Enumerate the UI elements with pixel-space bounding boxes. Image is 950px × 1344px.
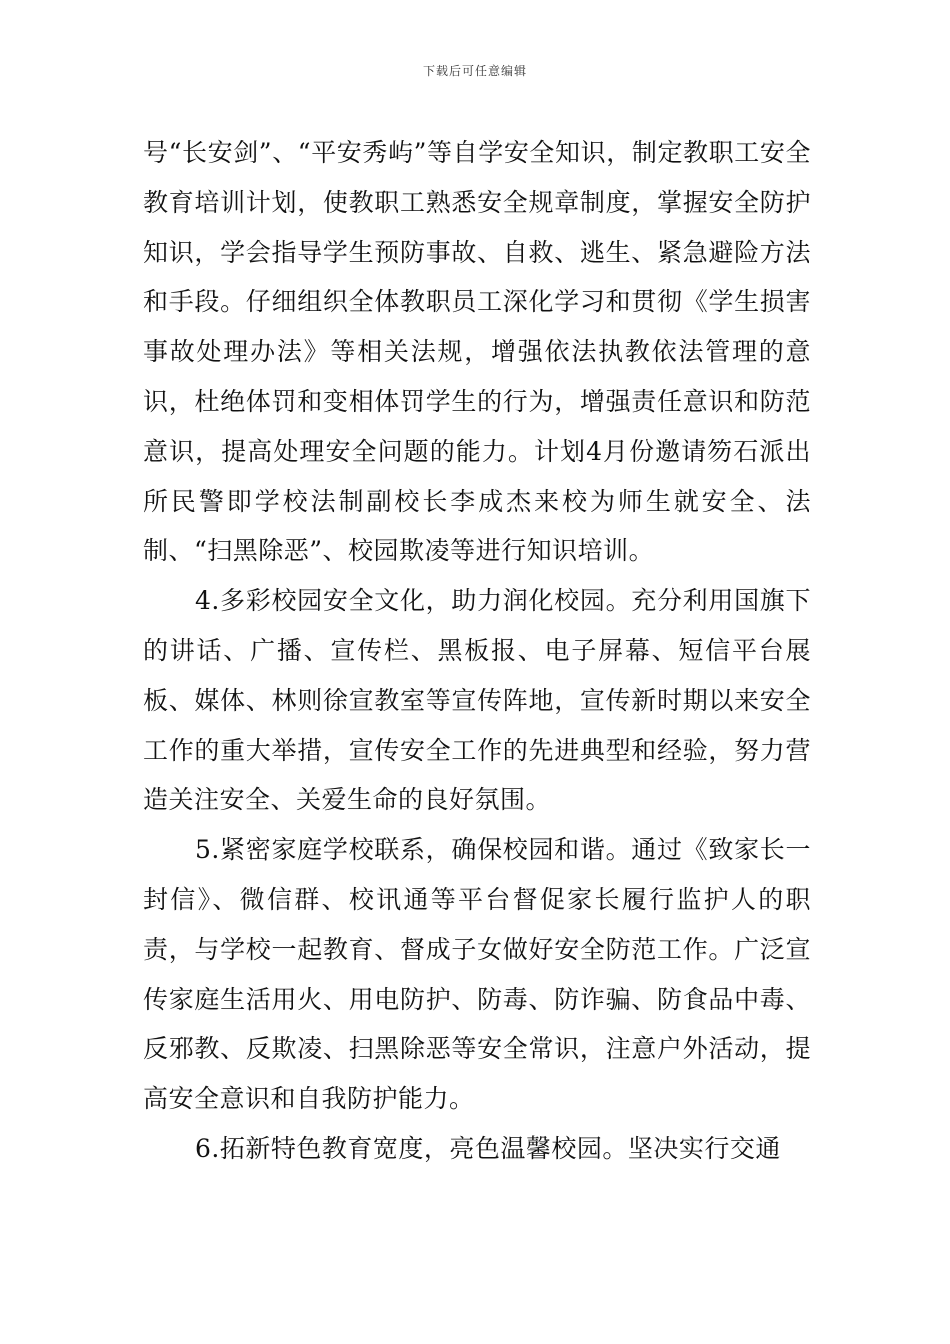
document-body: [143, 128, 811, 1174]
paragraph-safety-training: 号“长安剑”、“平安秀屿”等自学安全知识，制定教职工安全教育培训计划，使教职工熟悉安全规章制度，掌握安全防护知识，学会指导学生预防事故、自救、逃生、紧急避险方法和手段。仔细组织全体教职员工深化学习和贯彻《学生损害事故处理办法》等相关法规，增强依法执教依法管理的意识，杜绝体罚和变相体罚学生的行为，增强责任意识和防范意识，提高处理安全问题的能力。计划4月份邀请笏石派出所民警即学校法制副校长李成杰来校为师生就安全、法制、“扫黑除恶”、校园欺凌等进行知识培训。: [143, 138, 811, 566]
paragraph-special-education: 6.拓新特色教育宽度，亮色温馨校园。坚决实行交通: [195, 1133, 781, 1163]
paragraph-campus-culture: 4.多彩校园安全文化，助力润化校园。充分利用国旗下的讲话、广播、宣传栏、黑板报、电子屏幕、短信平台展板、媒体、林则徐宣教室等宣传阵地，宣传新时期以来安全工作的重大举措，宣传安全工作的先进典型和经验，努力营造关注安全、关爱生命的良好氛围。: [143, 586, 811, 815]
paragraph-family-school: 5.紧密家庭学校联系，确保校园和谐。通过《致家长一封信》、微信群、校讯通等平台督促家长履行监护人的职责，与学校一起教育、督成子女做好安全防范工作。广泛宣传家庭生活用火、用电防护、防毒、防诈骗、防食品中毒、反邪教、反欺凌、扫黑除恶等安全常识，注意户外活动，提高安全意识和自我防护能力。: [143, 835, 811, 1114]
page-header: 下载后可任意编辑: [422, 64, 527, 78]
